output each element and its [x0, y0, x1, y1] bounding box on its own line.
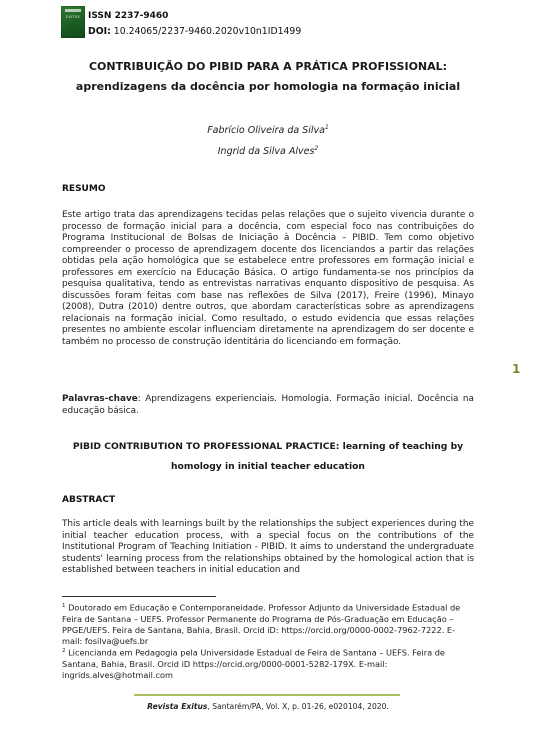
keywords-text: : Aprendizagens experienciais. Homologia. Formação inicial. Docência na educação básica. [62, 394, 474, 416]
title-en-line2: homology in initial teacher education [171, 461, 365, 472]
footnote-2-text: Licencianda em Pedagogia pela Universidade Estadual de Feira de Santana – UEFS. Feira de Santana, Bahia, Brasil. Orcid iD https://orcid.org/0000-0001-5282-179X. E-mail: ingrids.alves@hotmail.com [62, 647, 445, 680]
author-2-note[interactable]: 2 [314, 145, 319, 152]
footnote-2 [62, 646, 474, 681]
footer-divider [134, 694, 400, 696]
resumo-body: Este artigo trata das aprendizagens tecidas pelas relações que o sujeito vivencia durante o processo de formação inicial para a docência, com especial foco nas contribuições do Programa Institucional de Bolsas de Iniciação à Docência – PIBID. Tem como objetivo compreender o processo de aprendizagem docente dos licenciandos a partir das relações obtidas pela ação homológica que se estabelece entre professores em formação inicial e professores em exercício na Educação Básica. O artigo fundamenta-se nos princípios da pesquisa qualitativa, tendo as entrevistas narrativas enquanto dispositivo de pesquisa. As discussões foram feitas com base nas reflexões de Silva (2017), Freire (1996), Minayo (2008), Dutra (2010) dentre outros, que abordam características sobre as aprendizagens relacionais na formação inicial. Como resultado, o estudo evidencia que essas relações presentes no ambiente escolar influenciam diretamente na aprendizagem do ser docente e também no processo de construção identitária do licenciando em formação. [62, 210, 474, 347]
footnote-1-mark: 1 [62, 603, 66, 609]
abstract-body: This article deals with learnings built by the relationships the subject experiences during the initial teacher education process, with a special focus on the contributions of the Institutional Program of Teaching Initiation - PIBID. It aims to understand the undergraduate students' learning process from the relationships obtained by the homological action that is established between teachers in initial education and [62, 519, 474, 575]
keywords-label: Palavras-chave [62, 394, 138, 404]
journal-logo [61, 6, 85, 38]
page-footer [62, 702, 474, 711]
author-2-name: Ingrid da Silva Alves [217, 146, 315, 158]
title-pt-line1: CONTRIBUIÇÃO DO PIBID PARA A PRÁTICA PROFISSIONAL: [88, 60, 448, 73]
doi-link[interactable]: 10.24065/2237-9460.2020v10n1ID1499 [113, 26, 302, 37]
logo-mark [65, 9, 81, 12]
author-2 [62, 145, 474, 157]
title-pt-line2: aprendizagens da docência por homologia na formação inicial [75, 80, 461, 93]
footnote-2-mark: 2 [62, 648, 66, 654]
doi-line [88, 26, 301, 37]
resumo-heading: RESUMO [62, 184, 106, 194]
footnote-1-text: Doutorado em Educação e Contemporaneidade. Professor Adjunto da Universidade Estadual de Feira de Santana – UEFS. Professor Permanente do Programa de Pós-Graduação em Educação – PPGE/UEFS. Feira de Santana, Bahia, Brasil. Orcid iD: https://orcid.org/0000-0002-7962-7222. E-mail: fosilva@uefs.br [62, 602, 461, 646]
footnote-1 [62, 601, 474, 647]
footnote-divider [62, 596, 216, 597]
doi-label: DOI: [88, 26, 111, 37]
logo-text: EXITUS [66, 15, 80, 19]
author-1-name: Fabrício Oliveira da Silva [207, 125, 325, 137]
footer-journal: Revista Exitus [147, 702, 208, 711]
issn-label: ISSN 2237-9460 [88, 11, 169, 21]
keywords [62, 394, 474, 417]
page-number: 1 [512, 362, 521, 376]
footer-citation: , Santarém/PA, Vol. X, p. 01-26, e020104, 2020. [207, 702, 389, 711]
author-1 [62, 124, 474, 136]
title-en-line1: PIBID CONTRIBUTION TO PROFESSIONAL PRACTICE: learning of teaching by [72, 441, 464, 452]
abstract-heading: ABSTRACT [62, 495, 116, 505]
author-1-note[interactable]: 1 [324, 124, 329, 131]
